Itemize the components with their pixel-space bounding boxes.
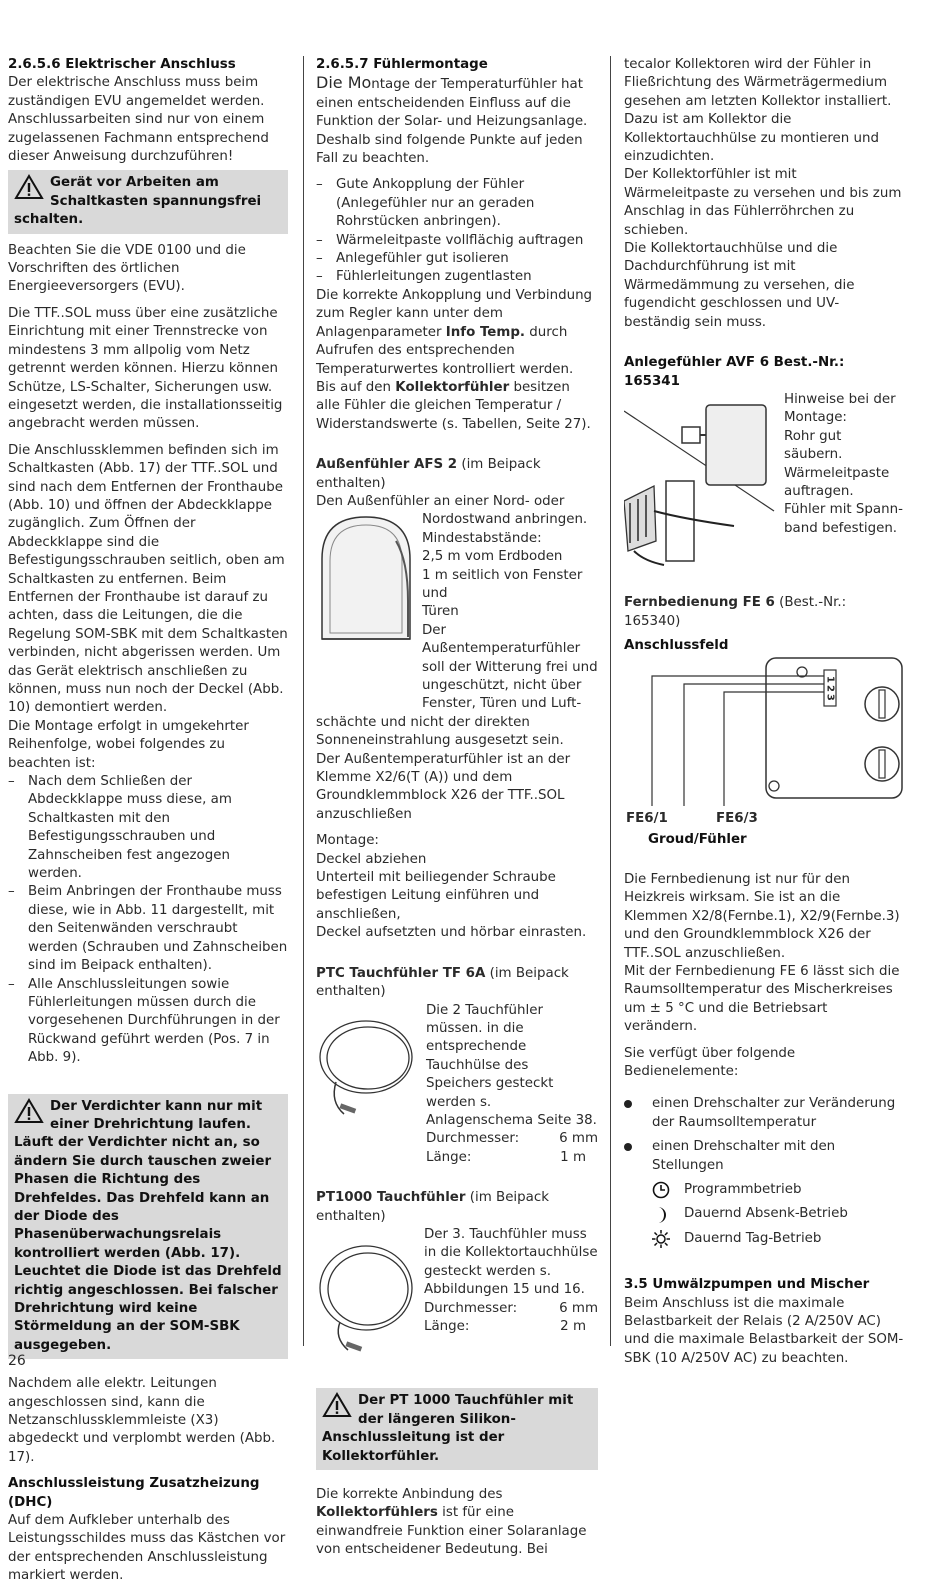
afs-line: 2,5 m vom Erdboden xyxy=(422,549,563,565)
pt1000-block xyxy=(316,1226,598,1362)
paragraph: Unterteil mit beiliegender Schraube befestigen Leitung einführen und anschließen, xyxy=(316,870,556,922)
paragraph: Sie verfügt über folgende Bedienelemente: xyxy=(624,1045,796,1079)
warning-text: Der PT 1000 Tauchfühler mit der längeren Silikon-Anschlussleitung ist der Kollektorfühler. xyxy=(322,1393,574,1464)
avf-line: band befestigen. xyxy=(784,520,898,536)
paragraph: Die korrekte Ankopplung und Verbindung zum Regler kann unter dem Anlagenparameter Info Temp. durch Aufrufen des entsprechenden Temperaturwertes kontrolliert werden. xyxy=(316,287,593,377)
list-item: – Alle Anschlussleitungen sowie Fühlerleitungen müssen durch die vorgesehenen Durchführungen in der Rückwand geführt werden (Pos. 7 in Abb. 9). xyxy=(8,976,288,1068)
column-1 xyxy=(8,56,288,1586)
warning-box xyxy=(316,1388,598,1470)
warning-icon xyxy=(14,1098,44,1130)
paragraph: Bis auf den Kollektorfühler besitzen alle Fühler die gleichen Temperatur / Widerstandswerte (s. Tabellen, Seite 27). xyxy=(316,379,591,432)
avf-line: Wärmeleitpaste xyxy=(784,465,890,481)
cable-sensor-image xyxy=(316,1002,426,1168)
list-item: einen Drehschalter mit den Stellungen xyxy=(624,1138,904,1175)
paragraph: Die TTF..SOL muss über eine zusätzliche Einrichtung mit einer Trennstrecke von mindestens 3 mm allpolig vom Netz getrennt werden können. Hierzu können Schütze, LS-Schalter, Sicherungen usw. eingesetzt werden, die installationsseitig angebracht werden müssen. xyxy=(8,305,283,432)
paragraph: Beachten Sie die VDE 0100 und die Vorschriften des örtlichen Energieeversorgers (EVU). xyxy=(8,242,246,295)
list-item: – Nach dem Schließen der Abdeckklappe muss diese, am Schaltkasten mit den Befestigungsschrauben und Zahnscheiben fest angezogen werden. xyxy=(8,773,288,883)
paragraph: schächte und nicht der direkten Sonneneinstrahlung ausgesetzt sein. xyxy=(316,714,564,749)
paragraph: Deckel aufsetzten und hörbar einrasten. xyxy=(316,925,587,941)
paragraph: Die Kollektortauchhülse und die Dachdurchführung ist mit Wärmedämmung zu versehen, die fugendicht geschlossen und UV-beständig sein muss. xyxy=(624,241,855,330)
paragraph: Montage: xyxy=(316,833,379,849)
paragraph: tecalor Kollektoren wird der Fühler in Fließrichtung des Wärmeträgermedium gesehen am letzten Kollektor installiert. Dazu ist am Kollektor die Kollektortauchhülse zu montieren und einzudichten. xyxy=(624,57,892,165)
subsection-heading: Außenfühler AFS 2 (im Beipack enthalten) xyxy=(316,457,541,491)
warning-box xyxy=(8,1094,288,1360)
paragraph: Der Kollektorfühler ist mit Wärmeleitpaste zu versehen und bis zum Anschlag in das Fühlerröhrchen zu schieben. xyxy=(624,167,902,238)
paragraph: Die Montage erfolgt in umgekehrter Reihenfolge, wobei folgendes zu beachten ist: xyxy=(8,718,249,771)
column-divider-2 xyxy=(610,56,611,1346)
avf-line: Rohr gut säubern. xyxy=(784,428,843,463)
remote-wiring-diagram xyxy=(624,656,904,831)
afs-line: Nordostwand anbringen. xyxy=(422,512,588,528)
paragraph: Auf dem Aufkleber unterhalb des Leistungsschildes muss das Kästchen vor der entsprechenden Anschlussleistung markiert werden. xyxy=(8,1513,286,1584)
mode-program: Programmbetrieb xyxy=(652,1181,904,1199)
paragraph: Deckel abziehen xyxy=(316,851,427,867)
outdoor-sensor-image xyxy=(316,511,422,713)
warning-box xyxy=(8,170,288,233)
column-3 xyxy=(624,56,904,1368)
mode-setback: Dauernd Absenk-Betrieb xyxy=(652,1205,904,1223)
list-item: – Beim Anbringen der Fronthaube muss diese, wie in Abb. 11 dargestellt, mit den Seitenwänden verschraubt werden (Schrauben und Zahnscheiben sind im Beipack enthalten). xyxy=(8,883,288,975)
spec-row: Länge: 2 m xyxy=(424,1319,586,1334)
contact-sensor-image xyxy=(624,391,784,572)
cable-sensor-image xyxy=(316,1226,424,1362)
avf-line: Fühler mit Spann- xyxy=(784,502,903,518)
afs-line: Fenster, Türen und Luft- xyxy=(422,696,582,712)
paragraph: Nachdem alle elektr. Leitungen angeschlossen sind, kann die Netzanschlussklemmleiste (X3) abgedeckt und verplombt werden (Abb. 17). xyxy=(8,1376,276,1465)
avf-line: Hinweise bei der xyxy=(784,391,896,407)
warning-text: Gerät vor Arbeiten am Schaltkasten spannungsfrei schalten. xyxy=(14,175,262,228)
ptc-block xyxy=(316,1002,598,1168)
paragraph: Der Außentemperaturfühler ist an der Klemme X2/6(T (A)) und dem Groundklemmblock X26 der TTF..SOL anzuschließen xyxy=(316,751,571,822)
spec-row: Durchmesser: 6 mm xyxy=(426,1131,598,1147)
subsection-heading: Anlegefühler AVF 6 Best.-Nr.: 165341 xyxy=(624,355,845,389)
afs-line: ungeschützt, nicht über xyxy=(422,678,582,693)
avf-line: auftragen. xyxy=(784,483,854,499)
avf-block xyxy=(624,391,904,572)
diagram-label: Groud/Fühler xyxy=(648,831,747,847)
warning-icon xyxy=(322,1392,352,1424)
afs-line: Mindestabstände: xyxy=(422,530,542,546)
list-item: – Fühlerleitungen zugentlasten xyxy=(316,268,598,286)
paragraph: Die Montage der Temperaturfühler hat einen entscheidenden Einfluss auf die Funktion der Solar- und Heizungsanlage. Deshalb sind folgende Punkte auf jeden Fall zu beachten. xyxy=(316,73,588,167)
afs-block xyxy=(316,511,598,713)
paragraph: Die Fernbedienung ist nur für den Heizkreis wirksam. Sie ist an die Klemmen X2/8(Fernbe.1), X2/9(Fernbe.3) und den Groundklemmblock X26 der TTF..SOL anzuschließen. xyxy=(624,871,900,961)
afs-line: 1 m seitlich von Fenster und xyxy=(422,567,583,601)
terminal-numbers: 123 xyxy=(824,675,836,703)
paragraph: Den Außenfühler an einer Nord- oder xyxy=(316,493,565,509)
paragraph: Der elektrische Anschluss muss beim zuständigen EVU angemeldet werden. Anschlussarbeiten sind nur von einem zugelassenen Fachmann entsprechend dieser Anweisung durchzuführen! xyxy=(8,75,269,165)
avf-line: Montage: xyxy=(784,410,847,426)
terminal-label-fe6-1: FE6/1 xyxy=(626,810,668,826)
clock-icon xyxy=(652,1181,670,1199)
moon-icon xyxy=(652,1206,670,1224)
spec-row: Länge: 1 m xyxy=(426,1149,586,1165)
list-item: – Gute Ankopplung der Fühler (Anlegefühler nur an geraden Rohrstücken anbringen). xyxy=(316,176,598,231)
section-heading: 2.6.5.6 Elektrischer Anschluss xyxy=(8,57,236,72)
paragraph: Die 2 Tauchfühler müssen. in die entsprechende Tauchhülse des Speichers gesteckt werden s. Anlagenschema Seite 38. xyxy=(426,1002,597,1128)
warning-text: Der Verdichter kann nur mit einer Drehrichtung laufen. Läuft der Verdichter nicht an, so ändern Sie durch tauschen zweier Phasen die Richtung des Drehfeldes. Das Drehfeld kann an der Diode des Phasenüberwachungsrelais kontrolliert werden (Abb. 17). Leuchtet die Diode ist das Drehfeld richtig angeschlossen. Bei falscher Drehrichtung wird keine Störmeldung an der SOM-SBK ausgegeben. xyxy=(14,1098,282,1353)
paragraph: Die Anschlussklemmen befinden sich im Schaltkasten (Abb. 17) der TTF..SOL und sind nach dem Entfernen der Fronthaube (Abb. 10) und öffnen der Abdeckklappe zugänglich. Zum Öffnen der Abdeckklappe sind die Befestigungsschrauben seitlich, oben am Schaltkasten zu entfernen. Beim Entfernen der Fronthaube ist darauf zu achten, dass die Leitungen, die die Regelung SOM-SBK mit dem Schaltkasten verbinden, nicht abgerissen werden. Um das Gerät elektrisch anschließen zu können, muss nun noch der Deckel (Abb. 10) demontiert werden. xyxy=(8,442,288,716)
paragraph: Beim Anschluss ist die maximale Belastbarkeit der Relais (2 A/250V AC) und die maximale Belastbarkeit der SOM-SBK (10 A/250V AC) zu beachten. xyxy=(624,1295,904,1366)
section-heading: 2.6.5.7 Fühlermontage xyxy=(316,57,488,72)
spec-row: Durchmesser: 6 mm xyxy=(424,1300,598,1316)
mode-day: Dauernd Tag-Betrieb xyxy=(652,1230,904,1248)
list-item: – Wärmeleitpaste vollflächig auftragen xyxy=(316,232,598,250)
afs-line: soll der Witterung frei und xyxy=(422,659,598,675)
list-item: einen Drehschalter zur Veränderung der Raumsolltemperatur xyxy=(624,1095,904,1132)
paragraph: Die korrekte Anbindung des Kollektorfühlers ist für eine einwandfreie Funktion einer Solaranlage von entscheidener Bedeutung. Bei xyxy=(316,1487,587,1558)
subsection-heading: PT1000 Tauchfühler (im Beipack enthalten) xyxy=(316,1190,549,1224)
warning-icon xyxy=(14,174,44,206)
terminal-label-fe6-3: FE6/3 xyxy=(716,810,758,826)
paragraph: Mit der Fernbedienung FE 6 lässt sich die Raumsolltemperatur des Mischerkreises um ± 5 °C und die Betriebsart verändern. xyxy=(624,963,900,1035)
bullet-icon xyxy=(624,1100,632,1108)
subsection-heading: Fernbedienung FE 6 (Best.-Nr.: 165340) xyxy=(624,595,847,629)
paragraph: Der 3. Tauchfühler muss in die Kollektortauchhülse gesteckt werden s. Abbildungen 15 und 16. xyxy=(424,1226,598,1298)
afs-line: Der Außentemperaturfühler xyxy=(422,622,581,657)
sun-icon xyxy=(652,1230,670,1248)
list-item: – Anlegefühler gut isolieren xyxy=(316,250,598,268)
column-2 xyxy=(316,56,598,1560)
bullet-icon xyxy=(624,1143,632,1151)
afs-line: Türen xyxy=(422,604,459,620)
section-heading: 3.5 Umwälzpumpen und Mischer xyxy=(624,1277,870,1293)
page-number: 26 xyxy=(8,1353,26,1369)
section-heading: Anschlussleistung Zusatzheizung (DHC) xyxy=(8,1476,260,1510)
diagram-label: Anschlussfeld xyxy=(624,638,729,654)
column-divider-1 xyxy=(303,56,304,1346)
subsection-heading: PTC Tauchfühler TF 6A (im Beipack enthalten) xyxy=(316,965,569,1000)
